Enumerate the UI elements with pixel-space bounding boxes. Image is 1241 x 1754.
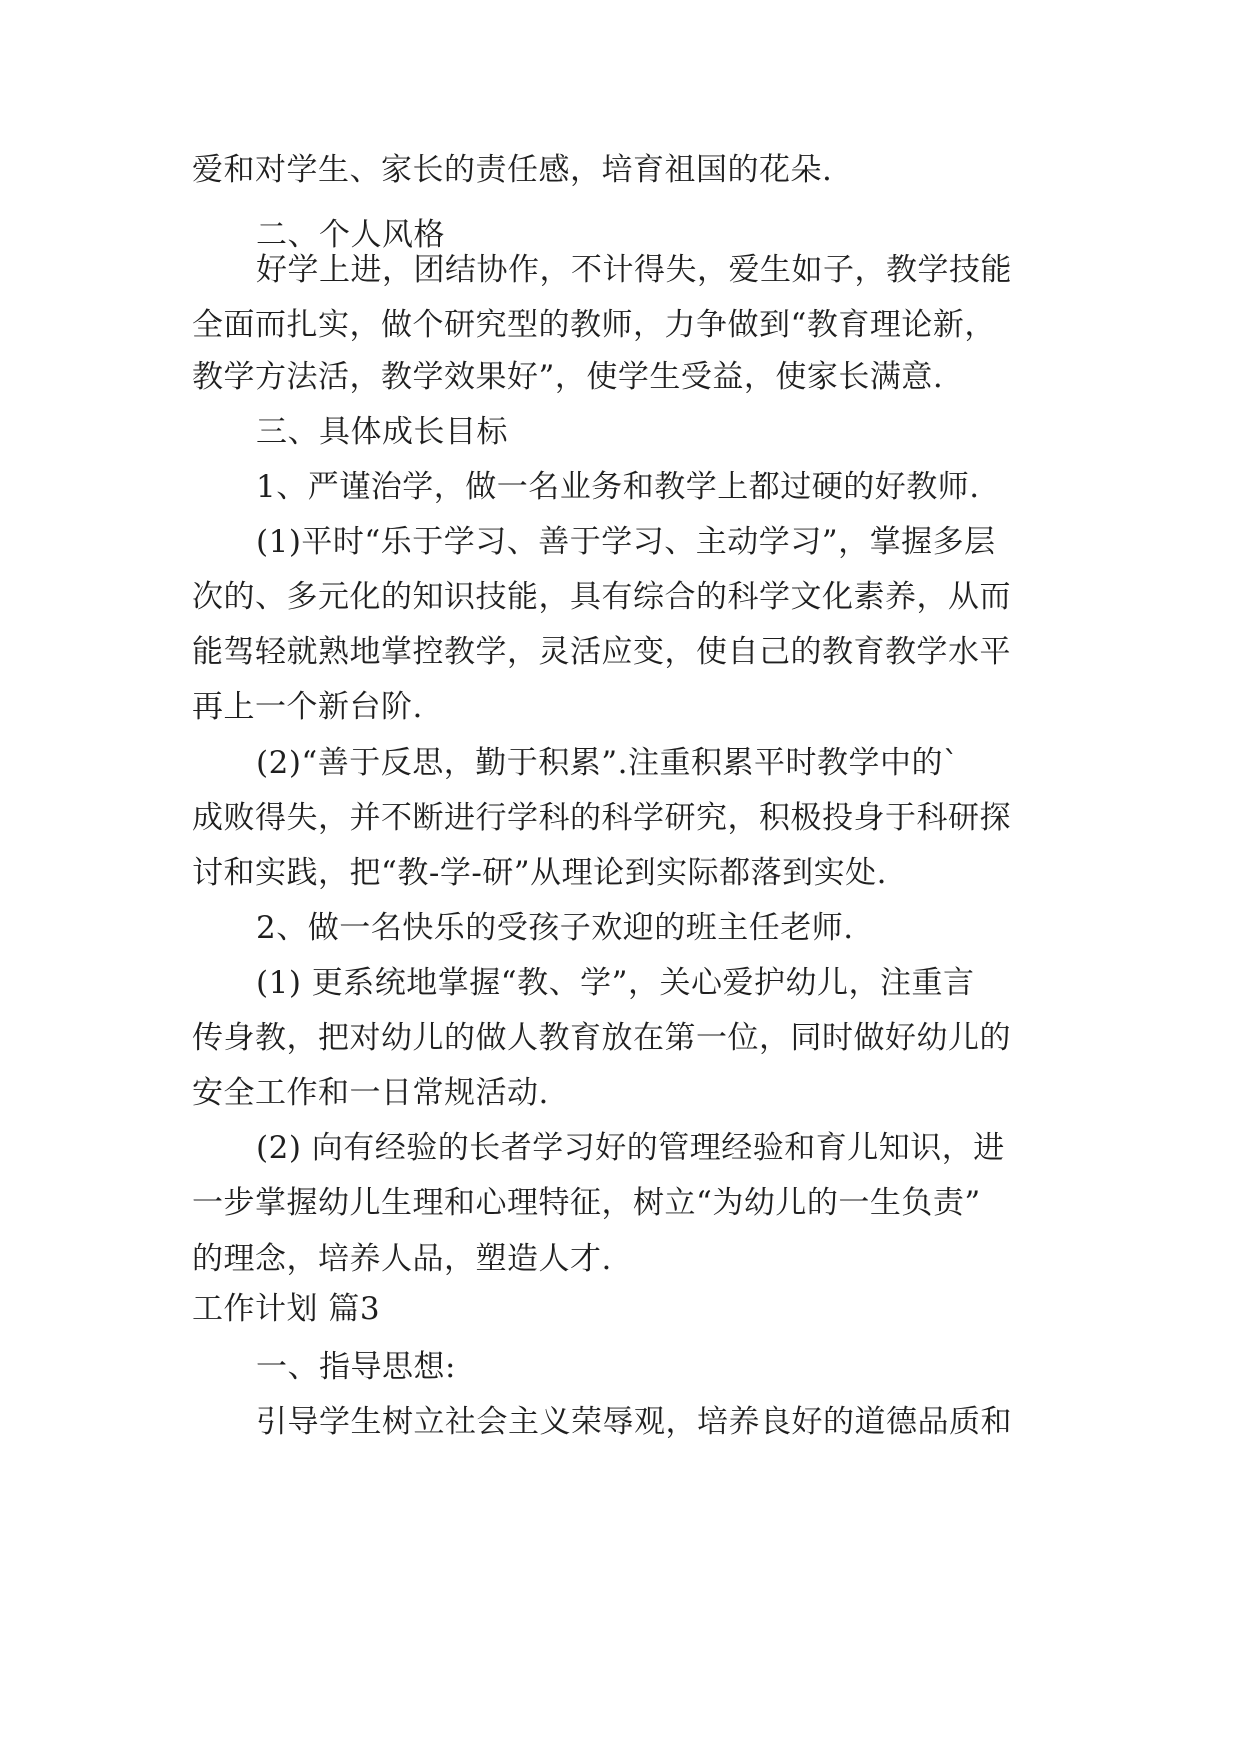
section-heading-guiding-thought: 一、指导思想: [256,1349,456,1385]
paragraph-line: 成败得失，并不断进行学科的科学研究，积极投身于科研探 [192,800,1011,836]
section-heading-personal-style: 二、个人风格 [256,217,445,253]
paragraph-line: 传身教，把对幼儿的做人教育放在第一位，同时做好幼儿的 [192,1020,1011,1056]
list-item-heading: 2、做一名快乐的受孩子欢迎的班主任老师. [256,910,854,946]
section-heading-growth-goals: 三、具体成长目标 [256,414,508,450]
paragraph-line: 讨和实践，把“教-学-研”从理论到实际都落到实处. [192,855,887,891]
paragraph-line: 好学上进，团结协作，不计得失，爱生如子，教学技能 [256,252,1012,288]
paragraph-line: 的理念，培养人品，塑造人才. [192,1241,612,1277]
paragraph-line: 再上一个新台阶. [192,689,423,725]
paragraph-line: (2)“善于反思，勤于积累”.注重积累平时教学中的` [256,745,959,781]
paragraph-line: 全面而扎实，做个研究型的教师，力争做到“教育理论新， [192,307,996,343]
paragraph-line: 安全工作和一日常规活动. [192,1075,549,1111]
list-item-heading: 1、严谨治学，做一名业务和教学上都过硬的好教师. [256,469,980,505]
paragraph-line: (2) 向有经验的长者学习好的管理经验和育儿知识，进 [256,1130,1005,1166]
paragraph-line: 次的、多元化的知识技能，具有综合的科学文化素养，从而 [192,579,1011,615]
paragraph-line: 引导学生树立社会主义荣辱观，培养良好的道德品质和 [256,1404,1012,1440]
paragraph-line: 能驾轻就熟地掌控教学，灵活应变，使自己的教育教学水平 [192,634,1011,670]
document-section-title: 工作计划 篇3 [192,1291,381,1327]
paragraph-line: (1) 更系统地掌握“教、学”，关心爱护幼儿，注重言 [256,965,975,1001]
paragraph-line: 教学方法活，教学效果好”，使学生受益，使家长满意. [192,359,944,395]
paragraph-line: 爱和对学生、家长的责任感，培育祖国的花朵. [192,152,833,188]
paragraph-line: (1)平时“乐于学习、善于学习、主动学习”，掌握多层 [256,524,996,560]
paragraph-line: 一步掌握幼儿生理和心理特征，树立“为幼儿的一生负责” [192,1185,981,1221]
